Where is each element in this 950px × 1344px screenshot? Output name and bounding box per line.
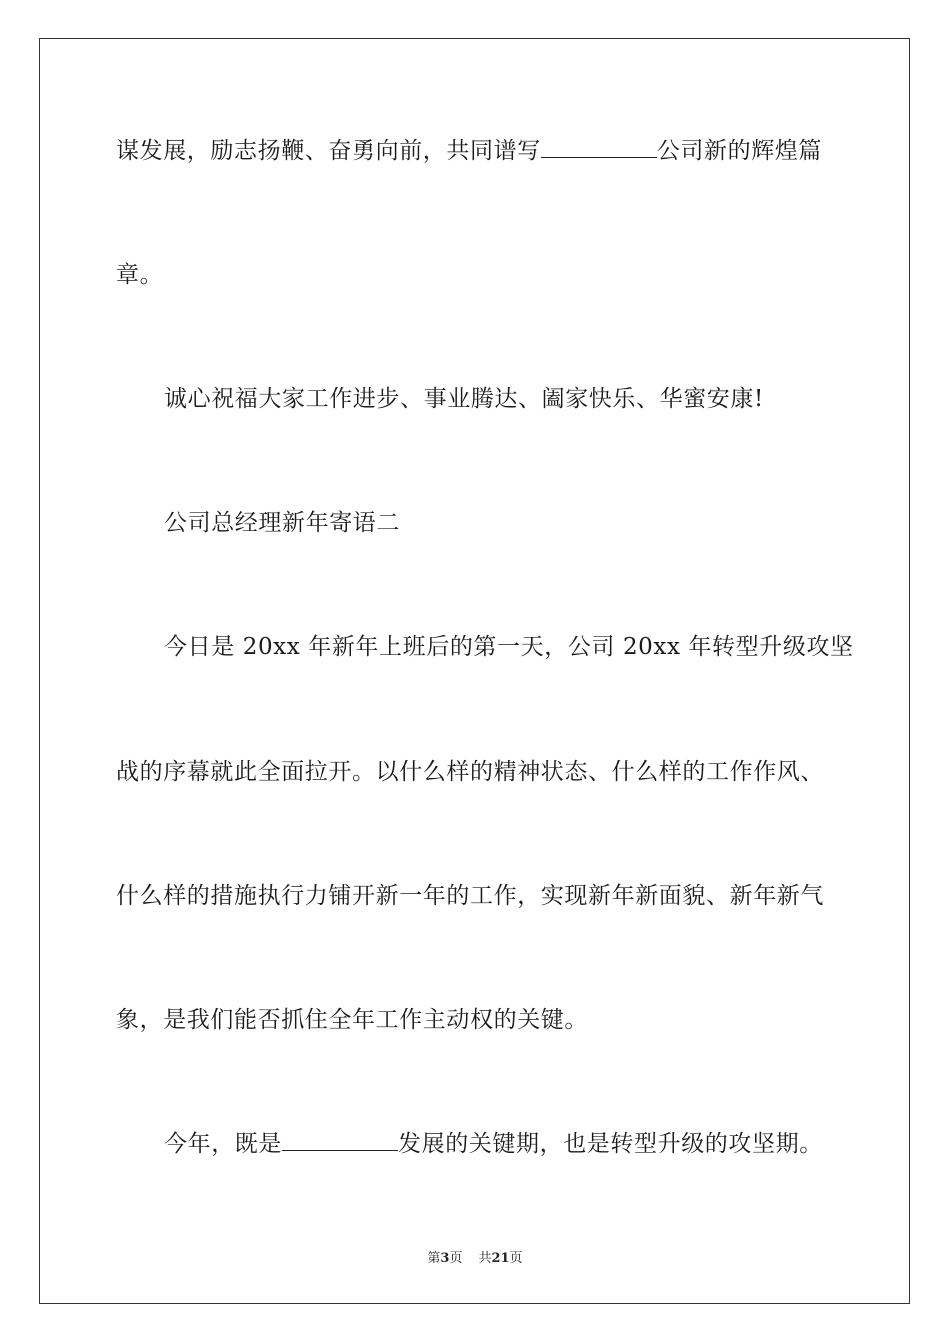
paragraph-line [164, 1129, 823, 1159]
footer-text: 第 [427, 1251, 441, 1266]
text-segment: 发展的关键期，也是转型升级的攻坚期。 [398, 1131, 823, 1157]
paragraph-line: 战的序幕就此全面拉开。以什么样的精神状态、什么样的工作作风、 [116, 759, 824, 785]
paragraph-line: 今日是 20xx 年新年上班后的第一天，公司 20xx 年转型升级攻坚 [164, 634, 854, 660]
page-border [39, 38, 910, 1304]
footer-text: 页 [449, 1251, 463, 1266]
footer-text: 共 [478, 1251, 492, 1266]
text-segment: 公司新的辉煌篇 [656, 138, 823, 164]
section-heading: 公司总经理新年寄语二 [164, 510, 400, 536]
paragraph-line: 什么样的措施执行力铺开新一年的工作，实现新年新面貌、新年新气 [116, 883, 824, 909]
paragraph-line: 诚心祝福大家工作进步、事业腾达、阖家快乐、华蜜安康! [164, 386, 764, 412]
paragraph-line [116, 136, 822, 166]
blank-underline [541, 139, 657, 158]
total-pages: 21 [491, 1251, 510, 1266]
paragraph-line: 象，是我们能否抓住全年工作主动权的关键。 [116, 1007, 588, 1033]
page-footer [0, 1247, 950, 1266]
footer-text: 页 [509, 1251, 523, 1266]
paragraph-line: 章。 [116, 262, 164, 288]
text-segment: 今年，既是 [164, 1131, 282, 1157]
blank-underline [282, 1132, 398, 1151]
page-number: 3 [440, 1251, 450, 1266]
text-segment: 谋发展，励志扬鞭、奋勇向前，共同谱写 [116, 138, 541, 164]
